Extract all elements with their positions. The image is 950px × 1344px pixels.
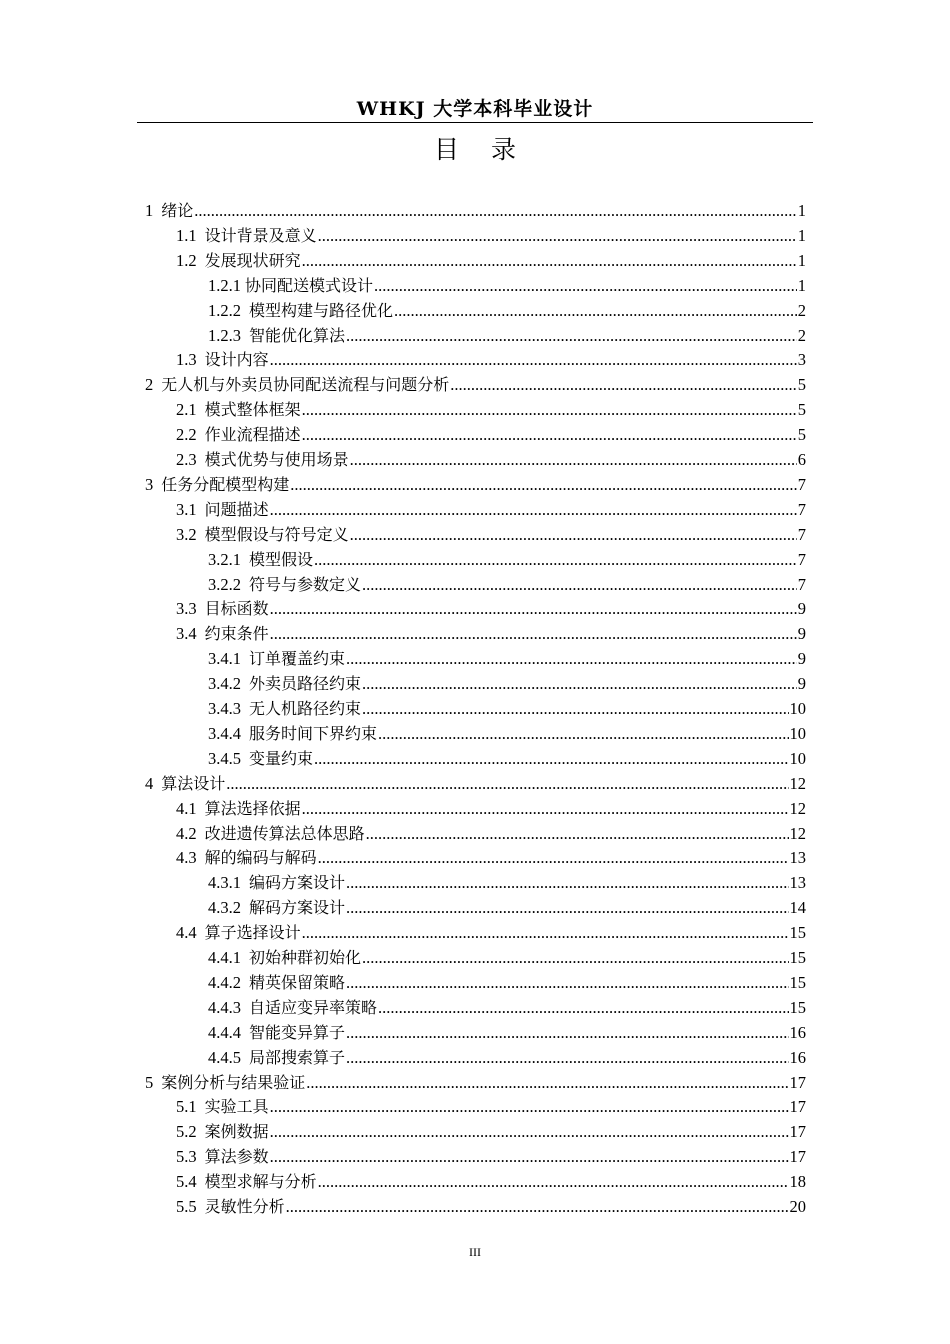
toc-entry-number: 1 [145, 201, 154, 220]
toc-dot-leader [350, 523, 797, 547]
toc-entry[interactable] [176, 1195, 806, 1219]
toc-entry-number: 3 [145, 474, 154, 494]
toc-entry[interactable] [176, 448, 806, 472]
toc-entry-page: 3 [797, 350, 806, 370]
toc-dot-leader [270, 1120, 789, 1144]
toc-dot-leader [302, 423, 797, 447]
toc-entry-page: 17 [789, 1122, 806, 1142]
toc-dot-leader [270, 348, 797, 372]
toc-entry-label: 服务时间下界约束 [249, 723, 378, 743]
toc-entry-page: 12 [789, 798, 806, 818]
toc-entry-label: 发展现状研究 [204, 250, 301, 270]
toc-title: 目 录 [434, 135, 528, 164]
toc-dot-leader [314, 747, 788, 771]
toc-entry-page: 7 [797, 574, 806, 594]
toc-dot-leader [306, 1071, 788, 1095]
toc-entry-label: 设计背景及意义 [204, 225, 317, 245]
toc-entry[interactable] [208, 1021, 806, 1045]
toc-dot-leader [366, 822, 789, 846]
toc-dot-leader [314, 548, 797, 572]
toc-entry-label: 局部搜索算子 [249, 1047, 346, 1067]
toc-dot-leader [362, 697, 788, 721]
toc-entry-number: 5.3 [176, 1147, 197, 1167]
toc-entry-label: 无人机与外卖员协同配送流程与问题分析 [161, 375, 450, 395]
toc-entry-page: 7 [797, 499, 806, 519]
toc-entry-page: 14 [789, 898, 806, 918]
toc-dot-leader [350, 448, 797, 472]
toc-entry-number: 3.4.1 [208, 649, 241, 669]
toc-dot-leader [450, 373, 796, 397]
toc-entry[interactable] [176, 1095, 806, 1119]
toc-entry-number: 5.1 [176, 1097, 197, 1117]
toc-dot-leader [318, 224, 797, 248]
toc-entry-label: 精英保留策略 [249, 972, 346, 992]
toc-entry-page: 5 [797, 400, 806, 420]
toc-entry[interactable] [208, 996, 806, 1020]
toc-entry[interactable] [208, 274, 806, 298]
toc-entry-page: 9 [797, 599, 806, 619]
toc-entry-page: 17 [789, 1072, 806, 1092]
toc-entry-label: 问题描述 [204, 499, 269, 519]
toc-dot-leader [346, 647, 797, 671]
toc-entry[interactable] [145, 199, 806, 223]
toc-entry-page: 17 [789, 1147, 806, 1167]
toc-entry[interactable] [208, 946, 806, 970]
toc-dot-leader [290, 473, 796, 497]
toc-entry-label: 目标函数 [204, 599, 269, 619]
toc-entry-number: 1.2.2 [208, 300, 241, 320]
toc-entry[interactable] [145, 373, 806, 397]
toc-dot-leader [302, 921, 789, 945]
toc-entry[interactable] [145, 1071, 806, 1095]
toc-entry-page: 12 [789, 773, 806, 793]
toc-entry-label: 案例数据 [204, 1122, 269, 1142]
toc-entry-page: 1 [797, 201, 806, 220]
toc-dot-leader [270, 498, 797, 522]
toc-entry[interactable] [176, 1170, 806, 1194]
toc-entry[interactable] [176, 249, 806, 273]
toc-dot-leader [270, 1145, 789, 1169]
toc-entry-page: 7 [797, 474, 806, 494]
toc-dot-leader [302, 249, 797, 273]
toc-entry-page: 1 [797, 250, 806, 270]
toc-dot-leader [346, 896, 788, 920]
toc-entry-number: 4.3.1 [208, 873, 241, 893]
toc-entry-label: 算子选择设计 [204, 923, 301, 943]
page-number: III [469, 1245, 481, 1259]
toc-entry-number: 3.1 [176, 499, 197, 519]
toc-entry[interactable] [176, 1145, 806, 1169]
toc-entry[interactable] [176, 224, 806, 248]
header-rule [137, 122, 813, 123]
toc-entry-number: 1.3 [176, 350, 197, 370]
toc-dot-leader [270, 1095, 789, 1119]
toc-dot-leader [270, 597, 797, 621]
toc-entry-label: 智能变异算子 [249, 1022, 346, 1042]
toc-entry[interactable] [208, 896, 806, 920]
toc-entry-number: 4.4 [176, 923, 197, 943]
toc-entry-label: 模型假设与符号定义 [204, 524, 349, 544]
toc-dot-leader [346, 971, 788, 995]
toc-entry-page: 1 [797, 275, 806, 295]
toc-entry-page: 12 [789, 823, 806, 843]
toc-dot-leader [226, 772, 788, 796]
toc-entry-number: 4.3 [176, 848, 197, 868]
toc-entry[interactable] [208, 971, 806, 995]
toc-entry[interactable] [176, 597, 806, 621]
toc-dot-leader [346, 1046, 788, 1070]
toc-entry[interactable] [176, 846, 806, 870]
toc-entry[interactable] [176, 398, 806, 422]
toc-entry[interactable] [176, 622, 806, 646]
toc-entry-page: 7 [797, 549, 806, 569]
toc-dot-leader [378, 722, 788, 746]
toc-entry-number: 5.4 [176, 1172, 197, 1192]
toc-entry-label: 作业流程描述 [204, 425, 301, 445]
toc-entry[interactable] [176, 921, 806, 945]
toc-entry-label: 改进遗传算法总体思路 [204, 823, 365, 843]
toc-dot-leader [194, 199, 796, 223]
toc-entry-label: 模式整体框架 [204, 400, 301, 420]
toc-entry-number: 5.5 [176, 1197, 197, 1216]
toc-entry-number: 1.2.3 [208, 325, 241, 345]
toc-dot-leader [346, 1021, 788, 1045]
toc-entry-number: 4 [145, 773, 154, 793]
toc-entry-number: 4.1 [176, 798, 197, 818]
toc-entry-page: 13 [789, 848, 806, 868]
toc-entry-number: 5 [145, 1072, 154, 1092]
toc-entry-label: 解的编码与解码 [204, 848, 317, 868]
toc-entry-label: 任务分配模型构建 [161, 474, 290, 494]
toc-entry[interactable] [208, 573, 806, 597]
toc-entry-number: 5.2 [176, 1122, 197, 1142]
toc-dot-leader [362, 573, 797, 597]
toc-entry-page: 6 [797, 450, 806, 469]
running-header: WHKJ 大学本科毕业设计 [356, 98, 594, 120]
toc-entry-number: 3.4.2 [208, 674, 241, 694]
toc-entry[interactable] [208, 324, 806, 348]
toc-entry[interactable] [208, 722, 806, 746]
toc-entry[interactable] [208, 697, 806, 721]
toc-entry-label: 符号与参数定义 [249, 574, 362, 594]
toc-entry[interactable] [176, 523, 806, 547]
toc-dot-leader [270, 622, 797, 646]
toc-entry-number: 4.4.2 [208, 972, 241, 992]
toc-entry-number: 3.4 [176, 624, 197, 644]
toc-dot-leader [362, 672, 797, 696]
toc-entry[interactable] [176, 822, 806, 846]
toc-entry-label: 实验工具 [204, 1097, 269, 1117]
toc-entry-page: 2 [797, 325, 806, 345]
toc-entry-number: 1.2 [176, 250, 197, 270]
toc-entry-page: 18 [789, 1172, 806, 1192]
toc-entry-number: 3.2.2 [208, 574, 241, 594]
toc-entry-label: 外卖员路径约束 [249, 674, 362, 694]
toc-entry-page: 5 [797, 425, 806, 445]
toc-entry-label: 案例分析与结果验证 [161, 1072, 306, 1092]
toc-entry-label: 灵敏性分析 [204, 1197, 285, 1216]
toc-entry-page: 15 [789, 972, 806, 992]
toc-entry-label: 订单覆盖约束 [249, 649, 346, 669]
toc-entry-number: 3.2 [176, 524, 197, 544]
toc-entry[interactable] [208, 871, 806, 895]
toc-dot-leader [286, 1195, 789, 1219]
toc-entry-page: 15 [789, 948, 806, 967]
toc-entry[interactable] [176, 1120, 806, 1144]
toc-entry-page: 16 [789, 1022, 806, 1042]
toc-entry-page: 10 [789, 723, 806, 743]
toc-entry-label: 算法选择依据 [204, 798, 301, 818]
toc-entry[interactable] [208, 672, 806, 696]
toc-entry-number: 2 [145, 375, 154, 395]
toc-entry-number: 4.3.2 [208, 898, 241, 918]
toc-entry-label: 绪论 [161, 201, 194, 220]
toc-entry-page: 1 [797, 225, 806, 245]
toc-entry-number: 3.2.1 [208, 549, 241, 569]
toc-entry[interactable] [176, 797, 806, 821]
toc-entry-label: 算法参数 [204, 1147, 269, 1167]
toc-entry-number: 3.4.3 [208, 699, 241, 718]
toc-entry-label: 自适应变异率策略 [249, 997, 378, 1017]
toc-entry[interactable] [176, 498, 806, 522]
toc-entry-number: 4.4.3 [208, 997, 241, 1017]
toc-entry-label: 初始种群初始化 [249, 948, 362, 967]
toc-dot-leader [374, 274, 797, 298]
toc-dot-leader [378, 996, 788, 1020]
toc-entry-page: 13 [789, 873, 806, 893]
toc-entry-number: 4.2 [176, 823, 197, 843]
toc-dot-leader [346, 871, 788, 895]
toc-entry-label: 算法设计 [161, 773, 226, 793]
toc-entry-page: 9 [797, 674, 806, 694]
toc-entry-label: 模型求解与分析 [204, 1172, 317, 1192]
toc-entry-label: 无人机路径约束 [249, 699, 362, 718]
toc-entry-label: 解码方案设计 [249, 898, 346, 918]
toc-entry[interactable] [176, 423, 806, 447]
toc-entry-number: 3.4.4 [208, 723, 241, 743]
toc-entry-page: 10 [789, 748, 806, 768]
toc-entry-label: 约束条件 [204, 624, 269, 644]
toc-entry-number: 4.4.5 [208, 1047, 241, 1067]
toc-entry-label: 协同配送模式设计 [245, 275, 374, 295]
toc-entry-number: 4.4.4 [208, 1022, 241, 1042]
toc-entry-page: 15 [789, 997, 806, 1017]
toc-entry-page: 15 [789, 923, 806, 943]
toc-dot-leader [302, 398, 797, 422]
toc-entry-page: 17 [789, 1097, 806, 1117]
toc-entry[interactable] [145, 772, 806, 796]
toc-entry-page: 9 [797, 624, 806, 644]
toc-entry-page: 20 [789, 1197, 806, 1216]
toc-entry-page: 10 [789, 699, 806, 718]
toc-dot-leader [346, 324, 797, 348]
toc-entry-number: 2.2 [176, 425, 197, 445]
toc-entry-number: 2.1 [176, 400, 197, 420]
toc-entry[interactable] [145, 473, 806, 497]
toc-entry-label: 模型构建与路径优化 [249, 300, 394, 320]
toc-entry[interactable] [208, 647, 806, 671]
toc-entry-label: 智能优化算法 [249, 325, 346, 345]
toc-dot-leader [394, 299, 797, 323]
toc-entry-label: 设计内容 [204, 350, 269, 370]
toc-entry-label: 编码方案设计 [249, 873, 346, 893]
toc-entry[interactable] [208, 548, 806, 572]
toc-entry-number: 3.4.5 [208, 748, 241, 768]
toc-entry[interactable] [176, 348, 806, 372]
toc-entry-label: 模型假设 [249, 549, 314, 569]
toc-entry-label: 模式优势与使用场景 [204, 450, 349, 469]
toc-entry-page: 9 [797, 649, 806, 669]
toc-dot-leader [318, 1170, 789, 1194]
toc-entry[interactable] [208, 747, 806, 771]
toc-entry-page: 2 [797, 300, 806, 320]
toc-entry-label: 变量约束 [249, 748, 314, 768]
toc-entry-number: 1.1 [176, 225, 197, 245]
toc-entry-number: 4.4.1 [208, 948, 241, 967]
toc-entry[interactable] [208, 1046, 806, 1070]
toc-dot-leader [318, 846, 789, 870]
toc-entry-number: 1.2.1 [208, 275, 241, 295]
toc-dot-leader [302, 797, 789, 821]
toc-dot-leader [362, 946, 788, 970]
toc-entry-page: 7 [797, 524, 806, 544]
toc-entry[interactable] [208, 299, 806, 323]
toc-entry-page: 16 [789, 1047, 806, 1067]
toc-entry-number: 3.3 [176, 599, 197, 619]
toc-entry-number: 2.3 [176, 450, 197, 469]
toc-entry-page: 5 [797, 375, 806, 395]
